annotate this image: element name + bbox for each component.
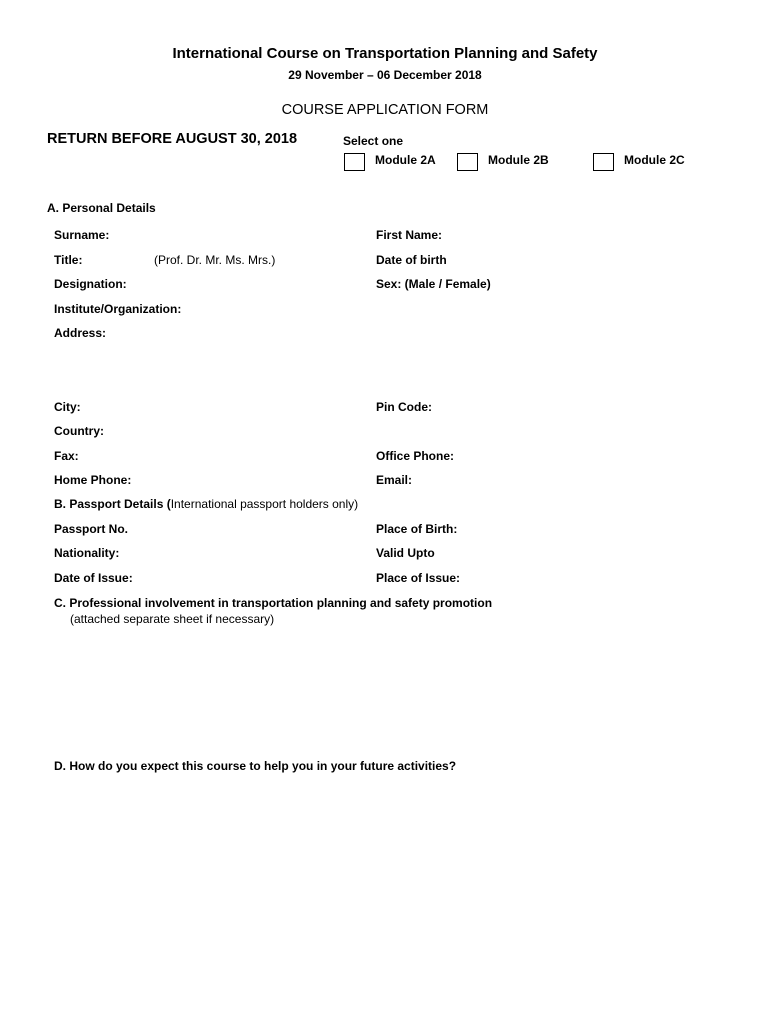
module-2c-label: Module 2C — [624, 153, 685, 167]
fax-label: Fax: — [54, 449, 79, 463]
date-of-issue-label: Date of Issue: — [54, 571, 133, 585]
section-b-note: International passport holders only) — [170, 497, 359, 511]
email-label: Email: — [376, 473, 413, 487]
course-title: International Course on Transportation Planning and Safety — [172, 45, 598, 62]
address-label: Address: — [54, 326, 107, 340]
title-label: Title: — [54, 253, 83, 267]
section-a-heading: A. Personal Details — [47, 201, 156, 215]
surname-label: Surname: — [54, 228, 110, 242]
section-d-heading: D. How do you expect this course to help you in your future activities? — [54, 759, 457, 773]
return-deadline: RETURN BEFORE AUGUST 30, 2018 — [47, 131, 298, 147]
first-name-label: First Name: — [376, 228, 443, 242]
valid-upto-label: Valid Upto — [376, 546, 435, 560]
date-of-birth-label: Date of birth — [376, 253, 447, 267]
section-b-heading — [54, 497, 358, 511]
sex-label: Sex: (Male / Female) — [376, 277, 491, 291]
module-2b-label: Module 2B — [488, 153, 549, 167]
city-label: City: — [54, 400, 81, 414]
select-one-label: Select one — [343, 134, 404, 148]
nationality-label: Nationality: — [54, 546, 120, 560]
passport-no-label: Passport No. — [54, 522, 129, 536]
module-2a-checkbox[interactable] — [344, 153, 365, 171]
pin-code-label: Pin Code: — [376, 400, 432, 414]
form-title: COURSE APPLICATION FORM — [281, 102, 489, 118]
place-of-issue-label: Place of Issue: — [376, 571, 461, 585]
office-phone-label: Office Phone: — [376, 449, 455, 463]
section-c-note: (attached separate sheet if necessary) — [70, 612, 275, 626]
title-options: (Prof. Dr. Mr. Ms. Mrs.) — [154, 253, 276, 267]
country-label: Country: — [54, 424, 104, 438]
course-dates: 29 November – 06 December 2018 — [288, 68, 482, 82]
section-c-heading: C. Professional involvement in transportation planning and safety promotion — [54, 596, 493, 610]
module-2c-checkbox[interactable] — [593, 153, 614, 171]
module-2a-label: Module 2A — [375, 153, 436, 167]
place-of-birth-label: Place of Birth: — [376, 522, 458, 536]
home-phone-label: Home Phone: — [54, 473, 132, 487]
designation-label: Designation: — [54, 277, 127, 291]
module-2b-checkbox[interactable] — [457, 153, 478, 171]
section-b-title: B. Passport Details ( — [54, 497, 171, 511]
institute-label: Institute/Organization: — [54, 302, 182, 316]
